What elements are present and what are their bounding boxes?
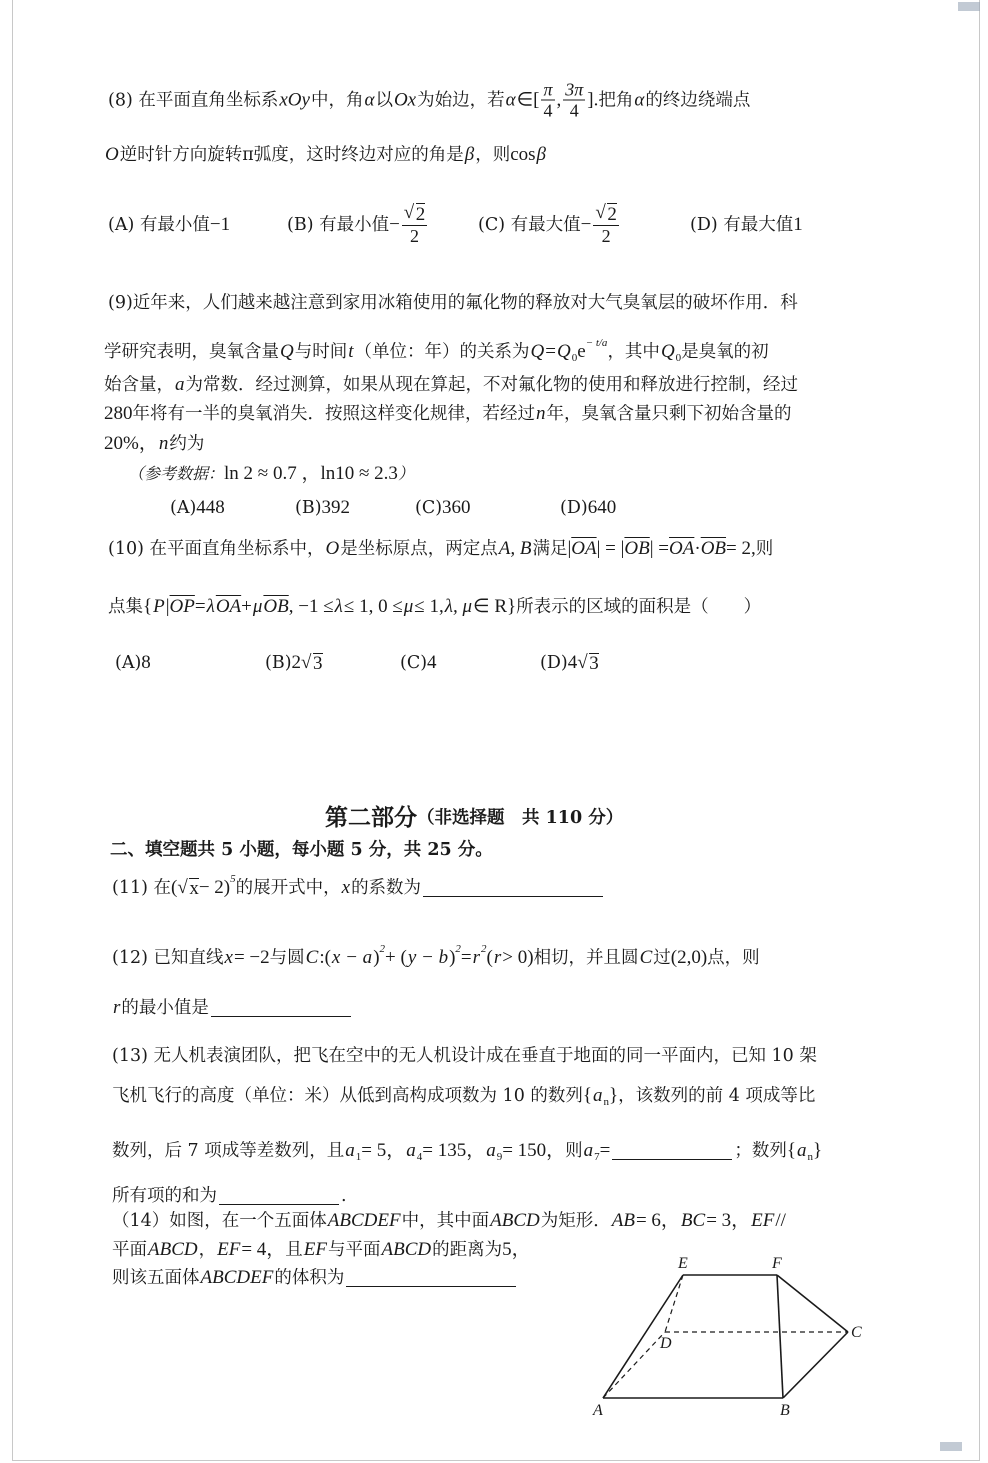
text-segment: (C) [415, 498, 443, 518]
text-segment: 所有项的和为 [112, 1186, 217, 1206]
text-segment: ，其中 [607, 342, 660, 362]
math-expression: ≤ 1, 0 ≤ [343, 596, 403, 617]
edge-FB [777, 1275, 783, 1398]
math-expression: // [775, 1210, 786, 1231]
subscript: 7 [594, 1151, 600, 1163]
text-segment: 点集 [108, 597, 143, 617]
text-segment: 过 [653, 948, 671, 968]
math-expression: ) [373, 947, 380, 968]
fraction-numerator: 3π [565, 79, 584, 100]
math-variable: y − b [407, 947, 449, 968]
vector: $\overline{OB}$ [700, 538, 727, 559]
text-segment: 与圆 [269, 948, 305, 968]
text-segment: (11) 在 [112, 878, 171, 898]
vector: $\overline{OB}$ [624, 538, 650, 559]
math-expression: − [389, 214, 400, 235]
text-segment: 所表示的区域的面积是（ ） [516, 597, 762, 617]
section-title: 第二部分 [325, 804, 417, 831]
math-expression: + [241, 596, 252, 617]
text-segment: (9)近年来，人们越来越注意到家用冰箱使用的氟化物的释放对大气臭氧层的破坏作用．科 [108, 293, 798, 313]
text-segment: (D) [560, 498, 588, 518]
math-expression: 8 [141, 652, 151, 673]
math-expression: (2,0) [670, 947, 708, 968]
vector: $\overline{OB}$ [263, 596, 289, 617]
text-segment: 飞机飞行的高度（单位：米）从低到高构成项数为 10 的数列 [112, 1086, 583, 1106]
math-variable: ABCD [490, 1210, 540, 1231]
edge-BC [783, 1332, 848, 1398]
bold-text: （非选择题 共 110 分） [417, 808, 624, 828]
vector: $\overline{OP}$ [169, 596, 195, 617]
math-variable: λ [334, 596, 343, 617]
text-segment: (D) [540, 653, 568, 673]
bold-text: 二、填空题共 5 小题，每小题 5 分，共 25 分。 [110, 840, 493, 860]
math-variable: β [464, 144, 475, 165]
vector: $\overline{OA}$ [669, 538, 695, 559]
math-variable: Q [530, 341, 545, 362]
text-segment: 则该五面体 [112, 1268, 200, 1288]
math-expression: ∈[ [516, 89, 540, 110]
text-segment: (D) 有最大值 [690, 215, 794, 235]
math-variable: a [583, 1140, 594, 1161]
math-variable: O [105, 144, 119, 165]
text-segment: 且 [285, 1240, 303, 1260]
subscript: 9 [496, 1151, 503, 1163]
text-segment: (12) 已知直线 [112, 948, 224, 968]
text-segment: 为始边，若 [417, 90, 505, 110]
vertex-label-A: A [593, 1402, 603, 1419]
text-segment: 则 [755, 539, 774, 559]
vertex-label-E: E [678, 1255, 688, 1272]
math-expression: 280 [104, 403, 133, 424]
text-segment: (B) [265, 653, 292, 673]
math-variable: xOy [279, 89, 310, 110]
math-variable: C [305, 947, 319, 968]
math-expression: 2 [291, 652, 302, 673]
math-variable: ABCD [381, 1239, 432, 1260]
text-segment: 把角 [598, 90, 634, 110]
math-expression: = 5， [361, 1140, 406, 1161]
math-expression: = 3， [706, 1210, 751, 1231]
vertex-label-F: F [772, 1255, 782, 1272]
fraction-numerator: π [543, 79, 553, 100]
text-segment: （单位：年）的关系为 [354, 342, 530, 362]
math-expression: = [545, 341, 556, 362]
math-expression: cos [510, 144, 536, 165]
square-root: √ x [189, 878, 199, 899]
text-segment: (13) 无人机表演团队，把飞在空中的无人机设计成在垂直于地面的同一平面内，已知 10 架 [112, 1046, 817, 1066]
math-expression: 448 [196, 497, 225, 518]
math-expression: :( [319, 947, 331, 968]
text-segment: ，则 [475, 145, 511, 165]
text-segment: 则 [565, 1141, 583, 1161]
text-segment: (A) 有最小值 [108, 215, 210, 235]
math-expression: = [194, 596, 206, 617]
square-root: √ 3 [589, 653, 599, 674]
text-segment: ；数列 [734, 1141, 787, 1161]
text-segment: 年，臭氧含量只剩下初始含量的 [546, 404, 792, 424]
text-segment: (A) [170, 498, 197, 518]
math-variable: EF [303, 1239, 328, 1260]
text-segment: 与时间 [294, 342, 348, 362]
text-segment: 学研究表明，臭氧含量 [104, 342, 279, 362]
edge-FC [777, 1275, 848, 1332]
subscript: 4 [416, 1151, 423, 1163]
subscript: 0 [571, 352, 578, 364]
math-expression: | = | [596, 538, 625, 559]
math-expression: − 2) [198, 877, 231, 898]
square-root: √ 2 [416, 203, 426, 225]
subscript: 0 [675, 352, 682, 364]
math-variable: r [472, 947, 481, 968]
math-expression: | [567, 538, 572, 559]
math-variable: Q [556, 341, 571, 362]
math-variable: λ [206, 596, 215, 617]
text-segment: 以 [375, 90, 393, 110]
math-variable: x [224, 947, 233, 968]
math-variable: a [406, 1140, 416, 1161]
math-variable: ABCD [148, 1239, 198, 1260]
text-segment: 为常数．经过测算，如果从现在算起，不对氟化物的使用和释放进行控制，经过 [185, 375, 798, 395]
math-expression: = 2, [726, 538, 756, 559]
edge-ED [665, 1275, 683, 1332]
math-variable: μ [403, 596, 414, 617]
text-segment: 相切，并且圆 [533, 948, 639, 968]
fraction-denominator: 2 [410, 226, 420, 246]
text-segment: 与平面 [328, 1240, 381, 1260]
superscript: 5 [230, 873, 236, 885]
math-variable: Q [280, 341, 294, 362]
math-expression: 4 [427, 652, 437, 673]
text-segment: 满足 [532, 539, 568, 559]
superscript: − t/a [585, 337, 608, 349]
text-segment: 数列，后 7 项成等差数列，且 [112, 1141, 345, 1161]
math-expression: ]. [587, 89, 599, 110]
math-expression: e [577, 341, 586, 362]
text-segment: ， [198, 1240, 217, 1260]
reference-text: （参考数据： [128, 464, 225, 483]
math-variable: P [153, 596, 165, 617]
text-segment: 中，其中面 [401, 1211, 490, 1231]
text-segment: 的终边绕端点 [645, 90, 751, 110]
math-variable: O [325, 538, 340, 559]
square-root: √ 2 [607, 203, 617, 225]
math-variable: λ, μ [444, 596, 473, 617]
math-variable: a [593, 1085, 603, 1106]
math-expression: = −2 [233, 947, 270, 968]
math-expression: − [580, 214, 592, 235]
math-expression: { [143, 596, 153, 617]
text-segment: 为矩形． [540, 1211, 611, 1231]
math-variable: t [348, 341, 354, 362]
math-expression: { [786, 1140, 797, 1161]
text-segment: 逆时针方向旋转π弧度，这时终边对应的角是 [119, 145, 464, 165]
vertex-label-D: D [660, 1335, 672, 1352]
math-expression: , −1 ≤ [288, 596, 334, 617]
text-segment: 的体积为 [274, 1268, 345, 1288]
math-variable: BC [680, 1210, 706, 1231]
math-variable: r [493, 947, 502, 968]
math-expression: } [609, 1085, 619, 1106]
math-expression: = 150， [502, 1140, 566, 1161]
text-segment: 点，则 [707, 948, 760, 968]
math-expression: ln 2 ≈ 0.7 ，ln10 ≈ 2.3 [224, 463, 398, 484]
vector: $\overline{OA}$ [215, 596, 242, 617]
math-variable: Ox [393, 89, 417, 110]
math-expression: > 0) [502, 947, 534, 968]
text-segment: 的展开式中， [235, 878, 341, 898]
text-segment: 是坐标原点，两定点 [340, 539, 498, 559]
math-expression: | = [649, 538, 670, 559]
math-variable: a [486, 1140, 496, 1161]
text-segment: (B) 有最小值 [287, 215, 390, 235]
text-segment: . [341, 1186, 347, 1206]
text-segment: (C) 有最大值 [478, 215, 581, 235]
vertex-label-B: B [780, 1402, 790, 1419]
math-variable: α [505, 89, 516, 110]
math-expression: 4 [567, 652, 578, 673]
subscript: n [603, 1096, 610, 1108]
fraction-denominator: 2 [601, 226, 611, 246]
square-root: √ 3 [313, 653, 323, 674]
math-variable: α [364, 89, 375, 110]
math-variable: n [536, 403, 546, 424]
math-variable: C [639, 947, 653, 968]
math-expression: ) [449, 947, 456, 968]
math-variable: x − a [331, 947, 373, 968]
math-expression: = [599, 1140, 611, 1161]
math-variable: a [797, 1140, 807, 1161]
math-expression: ( [171, 877, 178, 898]
text-segment: 年将有一半的臭氧消失．按照这样变化规律，若经过 [132, 404, 535, 424]
math-expression: + ( [385, 947, 407, 968]
math-variable: μ [252, 596, 263, 617]
math-variable: n [158, 433, 169, 454]
fraction-denominator: 4 [569, 100, 579, 121]
vertex-label-C: C [851, 1324, 862, 1341]
math-expression: ( [486, 947, 493, 968]
edge-AD [603, 1332, 665, 1398]
math-expression: 392 [321, 497, 351, 518]
math-expression: = [460, 947, 472, 968]
math-expression: , [556, 89, 562, 110]
math-variable: r [113, 997, 121, 1018]
math-variable: AB [611, 1210, 635, 1231]
superscript: 2 [481, 943, 487, 955]
math-variable: EF [751, 1210, 775, 1231]
text-segment: ，该数列的前 4 项成等比 [618, 1086, 816, 1106]
text-segment: 的系数为 [351, 878, 422, 898]
text-segment: 是臭氧的初 [681, 342, 769, 362]
math-variable: a [175, 374, 185, 395]
math-expression: ∈ R} [473, 596, 517, 617]
subscript: n [807, 1151, 814, 1163]
text-segment: 始含量， [104, 375, 174, 395]
math-expression: 5， [502, 1239, 531, 1260]
text-segment: （14）如图，在一个五面体 [112, 1211, 327, 1231]
math-expression: = 4， [241, 1239, 286, 1260]
text-segment: 约为 [169, 434, 205, 454]
math-variable: α [634, 89, 645, 110]
text-segment: (B) [295, 498, 322, 518]
math-variable: ABCDEF [327, 1210, 401, 1231]
superscript: 2 [455, 943, 461, 955]
reference-text: ） [397, 464, 414, 483]
vector: $\overline{OA}$ [571, 538, 597, 559]
math-expression: ≤ 1, [414, 596, 444, 617]
text-segment: (8) 在平面直角坐标系 [108, 90, 279, 110]
math-variable: Q [660, 341, 675, 362]
text-segment: 的最小值是 [121, 998, 209, 1018]
math-variable: β [536, 144, 546, 165]
math-expression: 1 [793, 214, 803, 235]
text-segment: (C) [400, 653, 428, 673]
superscript: 2 [379, 943, 386, 955]
math-expression: = 6， [635, 1210, 680, 1231]
math-expression: 640 [587, 497, 617, 518]
math-expression: { [582, 1085, 593, 1106]
math-expression: 360 [442, 497, 471, 518]
math-variable: a [345, 1140, 355, 1161]
math-expression: −1 [209, 214, 231, 235]
math-expression: · [694, 538, 701, 559]
math-variable: A, B [498, 538, 532, 559]
math-expression: = 135， [422, 1140, 486, 1161]
fraction-denominator: 4 [543, 100, 553, 121]
math-variable: x [341, 877, 351, 898]
math-expression: | [165, 596, 170, 617]
subscript: 1 [355, 1151, 362, 1163]
math-expression: 20%， [104, 433, 158, 454]
math-variable: ABCDEF [200, 1267, 274, 1288]
math-variable: EF [217, 1239, 241, 1260]
text-segment: (A) [115, 653, 142, 673]
text-segment: (10) 在平面直角坐标系中， [108, 539, 325, 559]
text-segment: 平面 [112, 1240, 147, 1260]
math-expression: } [813, 1140, 823, 1161]
text-segment: 的距离为 [432, 1240, 503, 1260]
text-segment: 中，角 [310, 90, 364, 110]
